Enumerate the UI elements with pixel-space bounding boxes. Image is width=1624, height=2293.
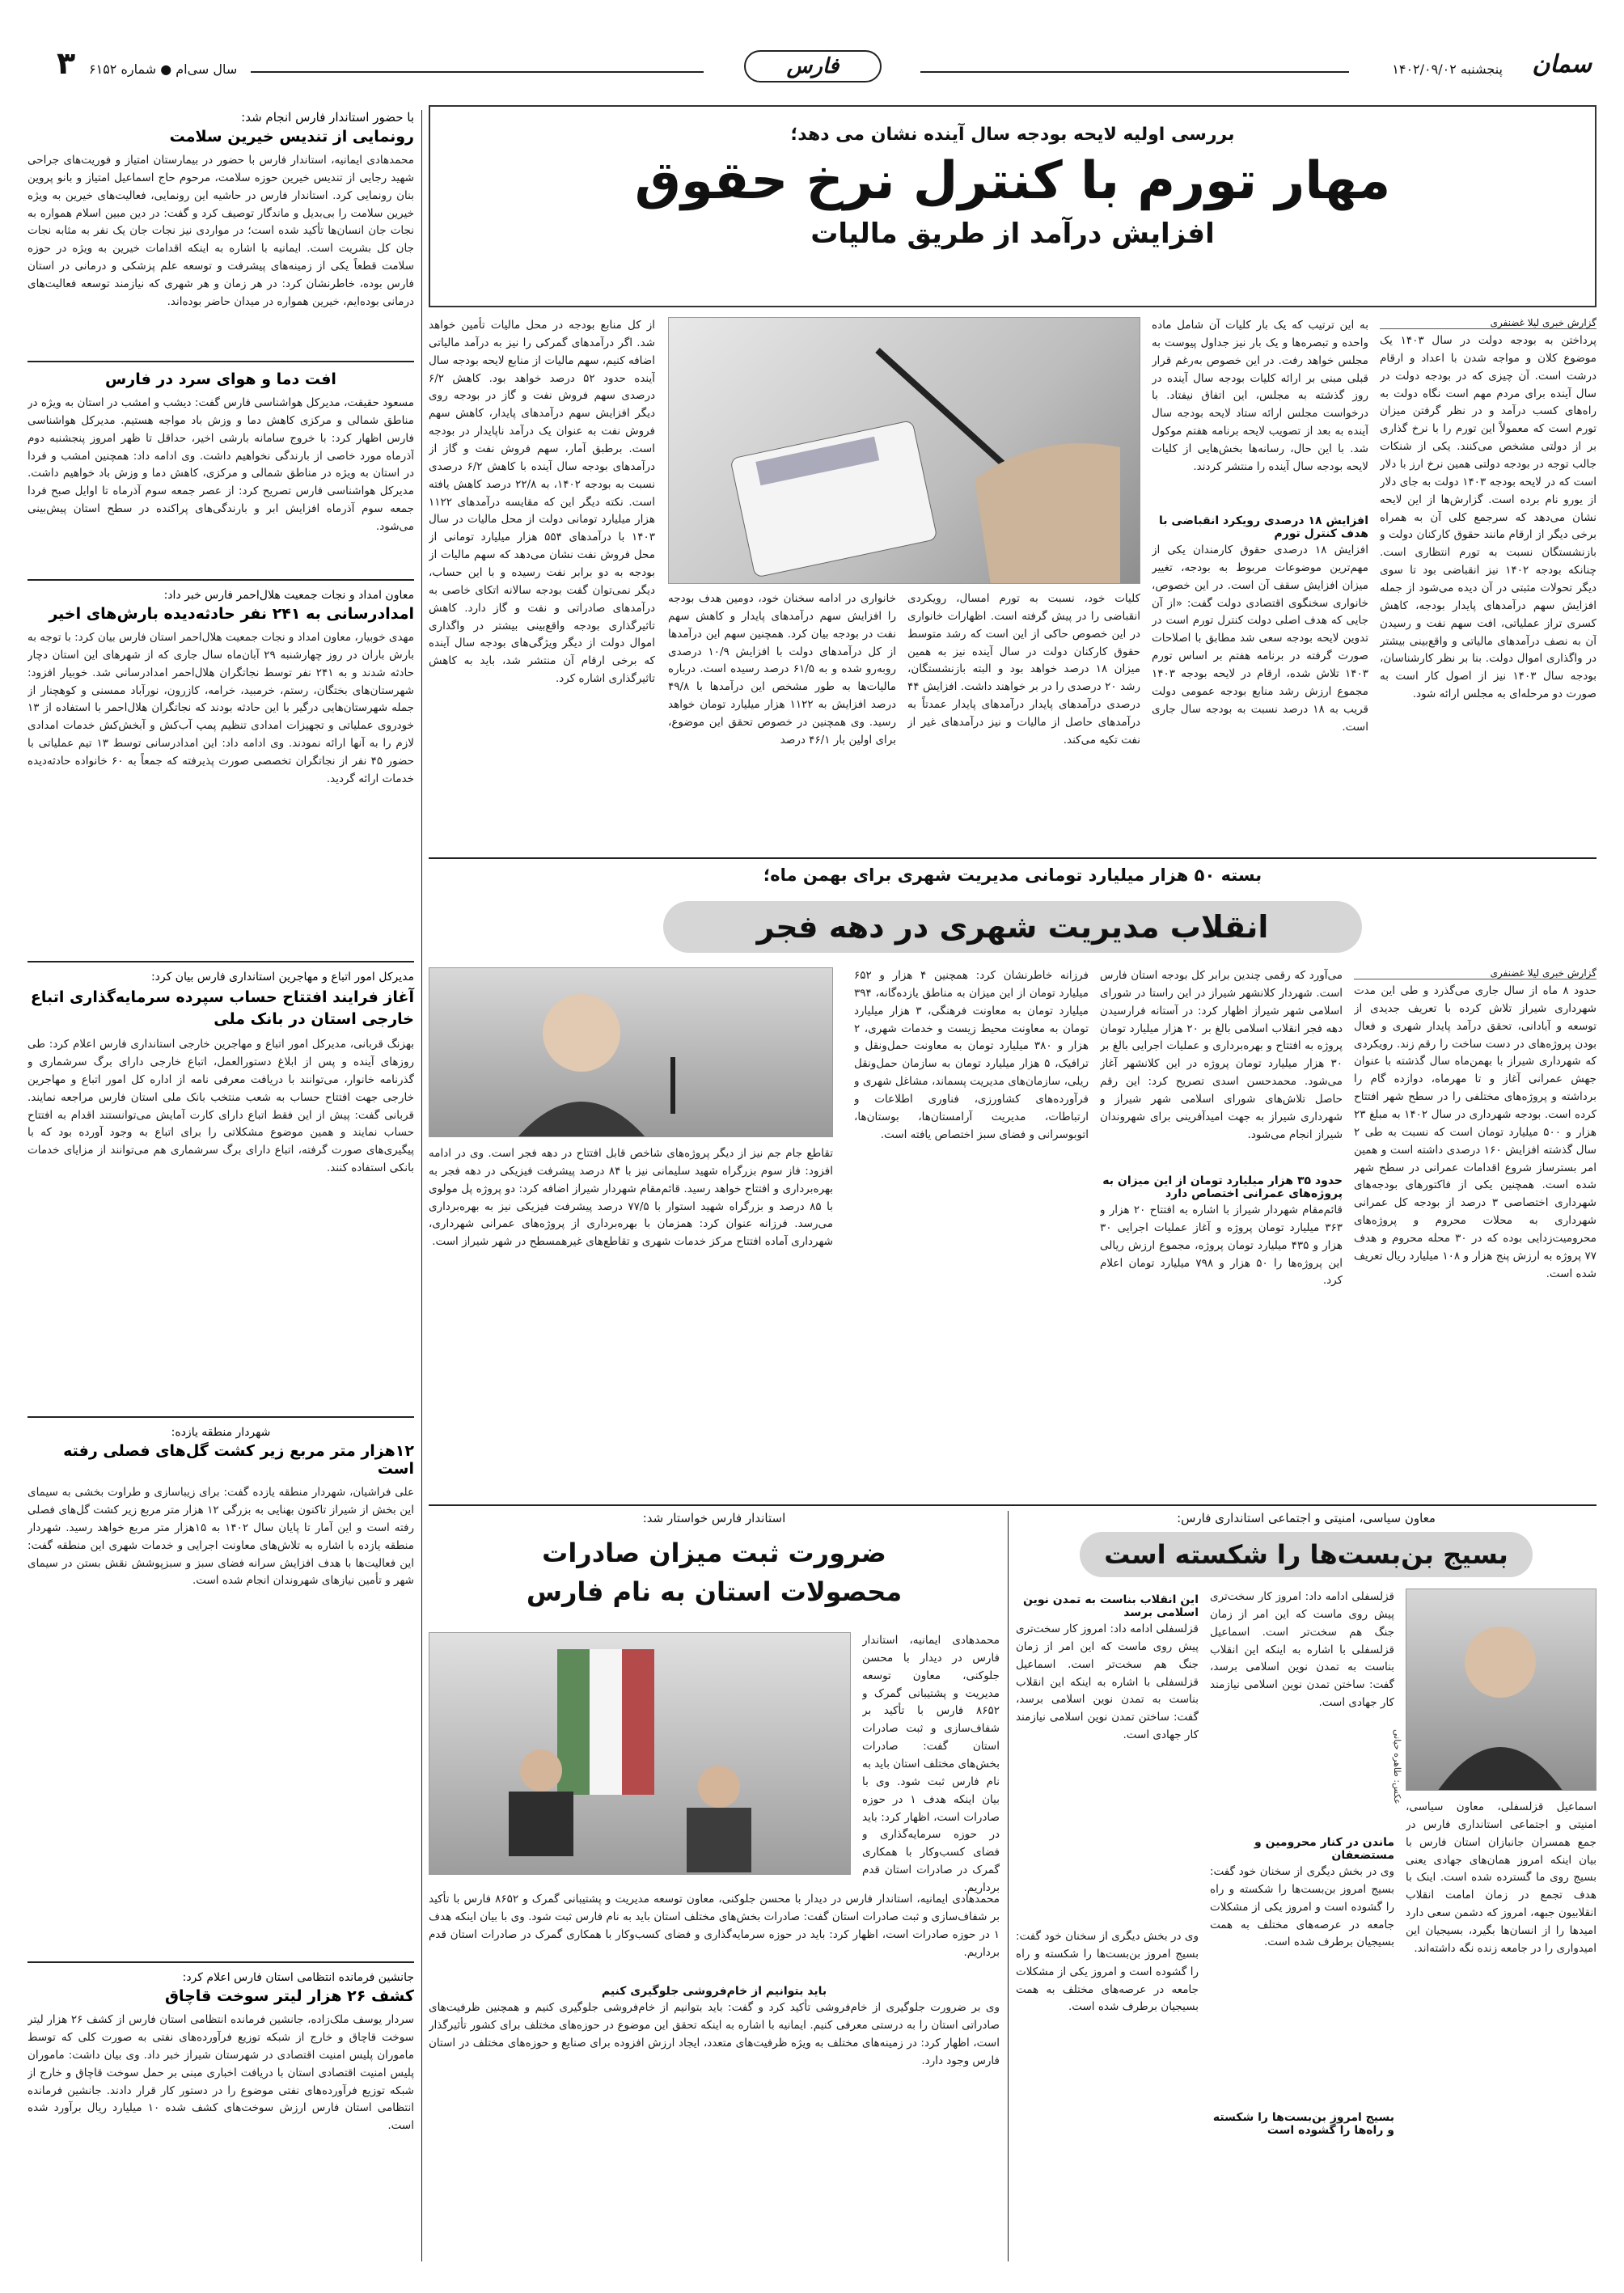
fajr-headline-box [663,901,1362,953]
fajr-column-1 [1354,967,1597,1492]
basij-column-2 [1210,1589,1394,2139]
lead-subhead: افزایش درآمد از طریق مالیات [810,218,1215,250]
masthead-rule [920,71,1349,73]
lead-kicker: بررسی اولیه لایحه بودجه سال آینده نشان می دهد؛ [790,125,1235,145]
fajr-kicker: بسته ۵۰ هزار میلیارد تومانی مدیریت شهری برای بهمن ماه؛ [763,865,1262,885]
story-headline: آغاز فرایند افتتاح حساب سپرده سرمایه‌گذاری اتباع خارجی استان در بانک ملی [30,988,414,1028]
lead-column-3 [907,590,1140,833]
basij-column-3 [1016,1589,1199,2219]
story-headline: افت دما و هوای سرد در فارس [105,370,336,388]
section-title: فارس [786,54,839,78]
basij-kicker: معاون سیاسی، امنیتی و اجتماعی استانداری فارس: [1177,1511,1436,1525]
meeting-photo [429,1632,851,1875]
story-body: علی فراشیان، شهردار منطقه یازده گفت: برای زیباسازی و طراوت بخشی به سیمای این بخش از شیراز تاکنون بهنایی به بزرگی ۱۲ هزار متر مربع زیر کشت گل‌های فصلی رفته است و این آمار تا پایان سال ۱۴۰۲ به ۱۵هزار متر مربع خواهد رسید. شهردار منطقه یازده با اشاره به تلاش‌های معاونت اجرایی و خدمات شهری این منطقه گفت: این فعالیت‌ها با هدف افزایش سرانه فضای سبز و سبزپوشش نقش بستن در سیمای شهر و تأمین نیازهای شهروندان انجام شده است. [27,1486,414,1588]
section-divider [429,1504,1597,1506]
brand-logo: سمان [1532,50,1592,78]
story-kicker: شهردار منطقه یازده: [171,1426,271,1440]
fajr-column-4 [429,1145,833,1477]
story-body: محمدهادی ایمانیه، استاندار فارس با حضور در بیمارستان امتیاز و فوریت‌های جراحی شهید رجایی از تندیس خیرین حوزه سلامت، مرحوم حاج اسماعیل امتیاز و بانو پروین بنان رونمایی کرد. استاندار فارس در حاشیه این رونمایی، فعالیت‌های خیرین به ویژه خیرین سلامت را بی‌بدیل و ماندگار توصیف کرد و گفت: در دین مبین اسلام همواره به نجات جان انسان‌ها تأکید شده است؛ در مواردی نیز نجات جان یک نفر به مثابه نجات جان کل بشریت است. ایمانیه با اشاره به اینکه اقدامات خیرین به ویژه در حوزه سلامت قطعاً یکی از زمینه‌های پیشرفت و توسعه علم پزشکی و درمانی در استان فارس بوده، خاطرنشان کرد: در هر زمان و هر شهری که نیازمند توسعه فعالیت‌های درمانی بوده‌ایم، خیرین همواره در میدان حاضر بوده‌اند. [27,154,414,308]
basij-subheading: ماندن در کنار محرومین و مستضعفان [1254,1836,1394,1862]
basij-subheading: بسیج امروز بن‌بست‌ها را شکسته و راه‌ها را گشوده است [1212,2111,1394,2137]
story-headline: رونمایی از تندیس خیرین سلامت [169,128,414,146]
left-column [27,110,414,2261]
export-column-2 [429,1891,1000,2234]
section-name [744,50,882,82]
basij-body: وی در بخش دیگری از سخنان خود گفت: بسیج امروز بن‌بست‌ها را شکسته و راه را گشوده است و امروز یکی از مشکلات جامعه در عرصه‌های مختلف به همت بسیجیان برطرف شده است. [1016,1930,1199,2014]
basij-body: وی در بخش دیگری از سخنان خود گفت: بسیج امروز بن‌بست‌ها را شکسته و راه را گشوده است و امروز یکی از مشکلات جامعه در عرصه‌های مختلف به همت بسیجیان برطرف شده است. [1210,1865,1394,1949]
story-body: بهزنگ قربانی، مدیرکل امور اتباع و مهاجرین خارجی استانداری فارس اعلام کرد: طی روزهای آینده و پس از ابلاغ دستورالعمل، اتباع خارجی دارای برگ سرشماری و گذرنامه خانوار، می‌توانند با دریافت معرفی نامه از اداره کل امور اتباع و مهاجرین خارجی جهت افتتاح حساب به شعب منتخب بانک ملی استان فارس مراجعه نمایند. قربانی گفت: پیش از این فقط اتباع دارای کارت آمایش می‌توانستند اقدام به افتتاح حساب نمایند و همین موضوع مشکلاتی را برای اتباع به وجود آورده بود که با پیگیری‌های صورت گرفته، اتباع دارای برگ سرشماری هم می‌توانند از مزایای خدمات بانکی استفاده کنند. [27,1038,414,1175]
story-atba [27,971,414,1408]
lead-column-1 [1380,317,1597,850]
basij-body: قزلسفلی ادامه داد: امروز کار سخت‌تری پیش روی ماست که این امر از زمان جنگ هم سخت‌تر است. اسماعیل قزلسفلی با اشاره به اینکه این انقلاب بناست به تمدن نوین اسلامی برسد، گفت: ساختن تمدن نوین اسلامی نیازمند کار جهادی است. [1210,1590,1394,1710]
story-khayerin [27,110,414,353]
portrait-illustration [1406,1589,1596,1791]
export-body: محمدهادی ایمانیه، استاندار فارس در دیدار با محسن جلوکنی، معاون توسعه مدیریت و پشتیبانی گمرک و ۸۶۵۲ فارس با تأکید بر شفاف‌سازی و ثبت صادرات استان گفت: صادرات بخش‌های مختلف استان باید به نام فارس ثبت شود. وی با بیان اینکه هدف ۱ در حوزه صادرات است، اظهار کرد: باید در حوزه سرمایه‌گذاری و فضای کسب‌وکار با همکاری گمرک در صادرات استان قدم برداریم. [862,1634,1000,1895]
basij-headline-box [1080,1532,1533,1577]
basij-body: قزلسفلی ادامه داد: امروز کار سخت‌تری پیش روی ماست که این امر از زمان جنگ هم سخت‌تر است. اسماعیل قزلسفلی با اشاره به اینکه این انقلاب بناست به تمدن نوین اسلامی برسد، گفت: ساختن تمدن نوین اسلامی نیازمند کار جهادی است. [1016,1622,1199,1742]
basij-headline: بسیج بن‌بست‌ها را شکسته است [1104,1539,1508,1570]
story-headline: ۱۲هزار متر مربع زیر کشت گل‌های فصلی رفته است [63,1442,414,1479]
story-body: سردار یوسف ملک‌زاده، جانشین فرمانده انتظامی استان فارس از کشف ۲۶ هزار لیتر سوخت قاچاق و خارج از شبکه توزیع فرآورده‌های نفتی به صورت کلی که توسط ماموران پلیس امنیت اقتصادی در شهرستان شیراز خبر داد. وی بیان داشت: ماموران پلیس امنیت اقتصادی استان با دریافت اخباری مبنی بر حمل سوخت قاچاق و خارج از شبکه توزیع فرآورده‌های نفتی موضوع را در دستور کار قرار دادند. جانشین فرمانده انتظامی استان فارس ارزش سوخت‌های کشف شده ۱۰ میلیارد ریال برآورد شده است. [27,2013,414,2133]
export-subheading: باید بتوانیم از خام‌فروشی جلوگیری کنیم [601,1985,827,1998]
lead-column-5 [429,317,655,835]
section-divider [429,857,1597,859]
fajr-body: تقاطع جام جم نیز از دیگر پروژه‌های شاخص قابل افتتاح در دهه فجر است. وی در ادامه افزود: فاز سوم بزرگراه شهید سلیمانی نیز با ۸۴ درصد پیشرفت فیزیکی در دهه فجر به بهره‌برداری و افتتاح خواهد رسید. قائم‌مقام شهردار شیراز اضافه کرد: دو پروژه پل مولوی با ۸۵ درصد و بزرگراه شهید استوار با ۷۷/۵ درصد پیشرفت فیزیکی نیز به بهره‌برداری می‌رسد. فرزانه عنوان کرد: همزمان با بهره‌برداری از پروژه‌های عمرانی شهرداری، شهرداری آماده افتتاح مرکز خدمات شهری و تقاطع‌های غیرهمسطح در شهر شیراز است. [429,1147,833,1249]
portrait-illustration [429,968,832,1137]
masthead-rule-left [251,71,704,73]
export-headline: ضرورت ثبت میزان صادرات محصولات استان به نام فارس [526,1538,903,1607]
column-separator [421,110,422,2261]
story-kicker: جانشین فرمانده انتظامی استان فارس اعلام کرد: [182,1971,414,1985]
story-sookht [27,1971,414,2189]
calculator-photo [668,317,1140,584]
lead-story [429,105,1597,849]
fajr-body: قائم‌مقام شهردار شیراز با اشاره به افتتاح ۲۰ هزار و ۳۶۳ میلیارد تومان پروژه و آغاز عملیات اجرایی ۳۰ هزار و ۴۳۵ میلیارد تومان پروژه، مجموع ارزش ریالی این پروژه‌ها را ۵۰ هزار و ۷۹۸ میلیارد تومان اعلام کرد. [1100,1204,1343,1288]
lead-body: پرداختن به بودجه دولت در سال ۱۴۰۳ یک موضوع کلان و مواجه شدن با اعداد و ارقام درشت است. آن چیزی که در بودجه دولت در سال آینده برای مردم مهم است نگاه دولت به راه‌های کسب درآمد و در نظر گرفتن میزان تورم است که معمولاً این تورم را با نرخ گذاری بر از دولتی مشخص می‌کنند. یکی از شنکات جالب توجه در بودجه دولتی همین نرخ ارز با دلار است که در لایحه بودجه ۱۴۰۳ دولت به جای دلار از یورو نام برده است. گزارش‌ها از این لایحه نشان می‌دهد که سرجمع کلی آن به همراه برخی دیگر از ارقام مانند حقوق کارکنان دولت و بازنشستگان نسبت به تورم انتظاری است. چنانکه بودجه ۱۴۰۲ نیز انقباضی بود تا سوی دیگر تحولات مثبتی در آن دیده می‌شود از جمله افزایش سهم درآمدهای پایدار بودجه، کاهش کسری تراز عملیاتی، افت سهم نفت و رسیدن آن به نصف درآمدهای مالیاتی و واقع‌بینی بیشتر در واگذاری اموال دولت. بنا بر نظر کارشناسان، بودجه سال ۱۴۰۳ نیز از اصول کار است به صورت دو مرحله‌ای به مجلس ارائه شود. [1380,334,1597,701]
lead-byline: گزارش خبری لیلا غضنفری [1380,317,1597,329]
story-kicker: معاون امداد و نجات جمعیت هلال‌احمر فارس خبر داد: [163,589,414,602]
divider [27,361,414,362]
story-golha [27,1426,414,1953]
fajr-body: می‌آورد که رقمی چندین برابر کل بودجه استان فارس است. شهردار کلانشهر شیراز در این راستا در شورای اسلامی شهر شیراز اظهار کرد: در آستانه فرارسیدن دهه فجر انقلاب اسلامی بالغ بر ۲۰ هزار میلیارد تومان پروژه به افتتاح و بهره‌برداری و عملیات اجرایی بالغ بر ۳۰ هزار میلیارد تومان پروژه در این کلانشهر آغاز می‌شود. محمدحسن اسدی تصریح کرد: این رقم حاصل تلاش‌های شورای اسلامی شهر شیراز و شهرداری شیراز به جهت امیدآفرینی برای شهروندان شیراز انجام می‌شود. [1100,969,1343,1141]
fajr-body: حدود ۸ ماه از سال جاری می‌گذرد و طی این مدت شهرداری شیراز تلاش کرده با تعریف جدیدی از توسعه و آبادانی، تحقق درآمد پایدار شهری و فعال بودن پروژه‌های در دست ساخت را رقم زند. رویکردی که شهرداری شیراز با بهمن‌ماه سال گذشته با عنوان جهش عمرانی آغاز و تا مهرماه، دوازده گام را برداشته و پروژه‌های مختلفی را در سطح شهر افتتاح کرده است. بودجه شهرداری در سال ۱۴۰۲ به مبلغ ۲۳ هزار و ۵۰۰ میلیارد تومان است که نسبت به طی ۲ سال گذشته افزایش ۱۶۰ درصدی داشته است و همین امر بسترساز شروع اقدامات عمرانی در سطح شهر شده است. همچنین یکی از فاکتورهای بودجه‌های شهرداری اختصاصی ۳ درصد از بودجه کل عمرانی شهرداری به محلات محروم و پروژه‌های محرومیت‌زدایی بوده که در ۳۰ محله محروم و هدف ۷۷ پروژه به ارزش پنج هزار و ۱۰۸ میلیارد ریال تعریف شده است. [1354,984,1597,1280]
lead-body: خانواری در ادامه سخنان خود، دومین هدف بودجه را افزایش سهم درآمدهای پایدار و کاهش سهم نفت در بودجه بیان کرد. همچنین سهم این درآمدها از کل درآمدهای دولت با افزایش ۱۰/۹ درصدی روبه‌رو شده و به ۶۱/۵ درصد رسیده است. درباره مالیات‌ها به طور مشخص این درآمدها با ۴۹/۸ درصد افزایش به ۱۱۲۲ هزار میلیارد تومان خواهد رسید. وی همچنین در خصوص تحقق این موضوع، برای اولین بار ۴۶/۱ درصد [668,592,896,747]
fajr-column-2 [1100,967,1343,1469]
lead-column-2 [1152,317,1368,825]
divider [27,579,414,581]
export-body: وی بر ضرورت جلوگیری از خام‌فروشی تأکید کرد و گفت: باید بتوانیم از خام‌فروشی جلوگیری کنیم و همچنین ظرفیت‌های صادراتی استان را به درستی معرفی کنیم. ایمانیه با اشاره به اینکه تحقق این موضوع در حوزه‌های مختلف برای کشور تأثیرگذار است، اظهار کرد: در زمینه‌های مختلف به ویژه ظرفیت‌های متعدد، ایجاد ارزش افزوده برای صنایع و حوزه‌های مختلف در استان فارس وجود دارد. [429,2001,1000,2067]
issue-number: سال سی‌ام ● شماره ۶۱۵۲ [89,61,238,77]
lead-subheading: افزایش ۱۸ درصدی رویکرد انقباضی با هدف کنترل تورم [1158,514,1368,540]
lead-body: افزایش ۱۸ درصدی حقوق کارمندان یکی از مهم‌ترین موضوعات مربوط به بودجه، تغییر میزان افزایش سقف آن است. در این خصوص، خانواری سخنگوی اقتصادی دولت گفت: «از آن جایی که هدف اصلی دولت کنترل تورم است در تدوین لایحه بودجه سعی شد مطابق با اصلاحات صورت گرفته در برنامه هفتم بر اساس تورم ۱۴۰۳ تلاش شده، ارقام در لایحه بودجه ۱۴۰۳ مجموع ارزش رشد منابع بودجه عمومی دولت قریب به ۱۸ درصد نسبت به بودجه سال جاری است. [1152,544,1368,734]
story-weather [27,370,414,571]
official-portrait-photo [429,967,833,1137]
masthead [32,45,1592,82]
story-kicker: مدیرکل امور اتباع و مهاجرین استانداری فارس بیان کرد: [150,971,414,984]
story-body: مسعود حقیقت، مدیرکل هواشناسی فارس گفت: دیشب و امشب در استان به ویژه در مناطق شمالی و مرکزی کاهش دما و وزش باد مواجه هستیم. مدیرکل هواشناسی فارس اظهار کرد: با خروج سامانه بارشی اخیر، حداقل تا ظهر امروز پنجشنبه دوم آذرماه مورد خاصی از بارندگی نخواهیم داشت. وی ادامه داد: همچنین امشب و فردا در استان به ویژه در مناطق شمالی و مرکزی، کاهش دما و وزش باد خواهیم داشت. مدیرکل هواشناسی فارس تصریح کرد: از عصر جمعه سوم آذرماه تا اوایل صبح فردا جمعه سوم آذرماه افزایش ابر و بارندگی‌های پراکنده در سطح استان پیش‌بینی می‌شود. [27,396,414,534]
export-body: محمدهادی ایمانیه، استاندار فارس در دیدار با محسن جلوکنی، معاون توسعه مدیریت و پشتیبانی گمرک و ۸۶۵۲ فارس با تأکید بر شفاف‌سازی و ثبت صادرات استان گفت: صادرات بخش‌های مختلف استان باید به نام فارس ثبت شود. وی با بیان اینکه هدف ۱ در حوزه صادرات است، اظهار کرد: باید در حوزه سرمایه‌گذاری و فضای کسب‌وکار با همکاری گمرک در صادرات استان قدم برداریم. [429,1893,1000,1959]
photo-caption: عکس: طاهره حیانی [1392,1729,1402,1804]
story-body: مهدی خوبیار، معاون امداد و نجات جمعیت هلال‌احمر استان فارس بیان کرد: با توجه به بارش باران در روز چهارشنبه ۲۹ آبان‌ماه سال جاری که از شهرهای این استان دچار حادثه شدند و به ۲۴۱ نفر توسط نجاتگران هلال‌احمر امدادرسانی شد. خوبیار افزود: شهرستان‌های بختگان، رستم، خرمبید، خرامه، کازرون، نورآباد ممسنی و کوهچنار از جمله شهرستان‌هایی درگیر با این حادثه بودند که نجاتگران هلال‌احمر با استفاده از ۱۳ خودروی عملیاتی و تجهیزات امدادی تنظیم پمپ آب‌کش و آبخش‌کش خدمات امدادی لازم را به آنها ارائه نمودند. وی ادامه داد: این امدادرسانی توسط ۱۳ تیم عملیاتی با حضور ۴۵ نفر از نجاتگران تخصصی صورت پذیرفته که جمعاً به ۶۰ خانواده حادثه‌دیده خدمات ارائه گردید. [27,631,414,785]
lead-body: از کل منابع بودجه در محل مالیات تأمین خواهد شد. اگر درآمدهای گمرکی را نیز به درآمد مالیاتی اضافه کنیم، سهم مالیات از منابع لایحه بودجه سال آینده حدود ۵۲ درصد خواهد بود. کاهش ۶/۲ درصدی سهم فروش نفت و گاز در بودجه روی دیگر افزایش سهم درآمدهای پایدار، کاهش سهم فروش نفت به عنوان یک درآمد ناپایدار در بودجه است. برطبق آمار، سهم فروش نفت و گاز از درآمدهای بودجه سال آینده با کاهش ۶/۲ درصدی نسبت به بودجه ۱۴۰۲، به ۲۲/۸ درصد کاهش یافته است. نکته دیگر این که مقایسه درآمدهای ۱۱۲۲ هزار میلیارد تومانی دولت از محل مالیات در سال ۱۴۰۳ با درآمدهای ۵۵۴ هزار میلیارد تومانی از محل فروش نفت نشان می‌دهد که سهم مالیات از بودجه به دو برابر نفت رسیده و با این حساب، دیگر نمی‌توان گفت بودجه سالانه اتکای خاصی به درآمدهای صادراتی و نفت و گاز دارد. کاهش تاثیرگذاری بودجه واقع‌بینی بیشتر در واگذاری اموال دولت از دیگر ویژگی‌های بودجه سال آینده که برخی ارقام آن منتشر شد، باید به کاهش تاثیرگذاری اشاره کرد. [429,319,655,686]
lead-column-4 [668,590,896,833]
fajr-subheading: حدود ۳۵ هزار میلیارد تومان از این میزان به پروژه‌های عمرانی اختصاص دارد [1102,1174,1343,1200]
lead-body: به این ترتیب که یک بار کلیات آن شامل ماده واحده و تبصره‌ها و یک بار نیز جداول پیوست به مجلس خواهد رفت. در این خصوص به‌رغم قرار قبلی مبنی بر ارائه کلیات بودجه سال آینده در روز گذشته به مجلس، این اتفاق نیفتاد. با درخواست مجلس ارائه ستاد لایحه بودجه سال آینده به بعد از تصویب لایحه برنامه هفتم موکول شد. با این حال، رسانه‌ها بخش‌هایی از کلیات لایحه بودجه سال آینده را منتشر کردند. [1152,319,1368,473]
divider [27,961,414,962]
divider [27,1416,414,1418]
story-helalahmar [27,589,414,953]
basij-subheading: این انقلاب بناست به تمدن نوین اسلامی برسد [1023,1593,1199,1619]
fajr-headline: انقلاب مدیریت شهری در دهه فجر [756,909,1269,945]
lead-headline-box [429,105,1597,307]
fajr-body: فرزانه خاطرنشان کرد: همچنین ۴ هزار و ۶۵۲ میلیارد تومان از این میزان به مناطق یازده‌گانه، ۳۹۴ میلیارد تومان به معاونت فرهنگی، ۳ هزار میلیارد تومان به معاونت محیط زیست و خدمات شهری، ۲ هزار و ۳۸۰ میلیارد تومان به معاونت حمل‌ونقل و ترافیک، ۵ هزار میلیارد تومان به سازمان حمل‌ونقل ریلی، سازمان‌های مدیریت پسماند، مشاغل شهری و فرآورده‌های کشاورزی، فناوری اطلاعات و ارتباطات، مدیریت آرامستان‌ها، بوستان‌ها، اتوبوسرانی و فضای سبز اختصاص یافته است. [854,969,1089,1141]
page-number: ۳ [57,45,76,81]
lead-body: کلیات خود، نسبت به تورم امسال، رویکردی انقباضی را در پیش گرفته است. اظهارات خانواری در این خصوص حاکی از این است که رشد متوسط حقوق کارکنان دولت در سال آینده نیز به همین میزان ۱۸ درصد خواهد بود و البته بازنشستگان، رشد ۲۰ درصدی را در بر خواهند داشت. افزایش ۴۴ درصدی درآمدهای پایدار درآمدهای پایدار عمدتاً به درآمدهای حاصل از مالیات و نیز درآمدهای غیر از نفت تکیه می‌کند. [907,592,1140,747]
fajr-byline: گزارش خبری لیلا غضنفری [1354,967,1597,979]
export-kicker: استاندار فارس خواستار شد: [642,1511,786,1525]
story-headline: امدادرسانی به ۲۴۱ نفر حادثه‌دیده بارش‌های اخیر [49,605,414,623]
fajr-story [429,865,1597,1496]
issue-date: پنجشنبه ۱۴۰۲/۰۹/۰۲ [1392,61,1503,77]
basij-body: اسماعیل قزلسفلی، معاون سیاسی، امنیتی و اجتماعی استانداری فارس در جمع همسران جانبازان استان فارس با بیان اینکه امروز همان‌های جهادی یعنی بسیج روی ما گسترده شده است. اینک با هدف تجمع در زمان امامت انقلاب انقلابیون جبهه، امروز که دشمن سعی دارد امیدها را از انسان‌ها بگیرد، بسیجیان این امیدواری را در جامعه زنده نگه داشته‌اند. [1406,1800,1597,1955]
basij-story [1016,1511,1597,2261]
column-separator [1008,1511,1009,2261]
story-headline: کشف ۲۶ هزار لیتر سوخت قاچاق [164,1987,414,2006]
lead-headline: مهار تورم با کنترل نرخ حقوق [634,151,1391,211]
calculator-illustration [668,318,1140,584]
basij-portrait-photo [1406,1589,1597,1791]
story-kicker: با حضور استاندار فارس انجام شد: [241,110,414,125]
fajr-column-3 [854,967,1089,1485]
meeting-illustration [429,1633,850,1875]
divider [27,1961,414,1963]
basij-column-1 [1406,1799,1597,2252]
export-story [429,1511,1000,2261]
